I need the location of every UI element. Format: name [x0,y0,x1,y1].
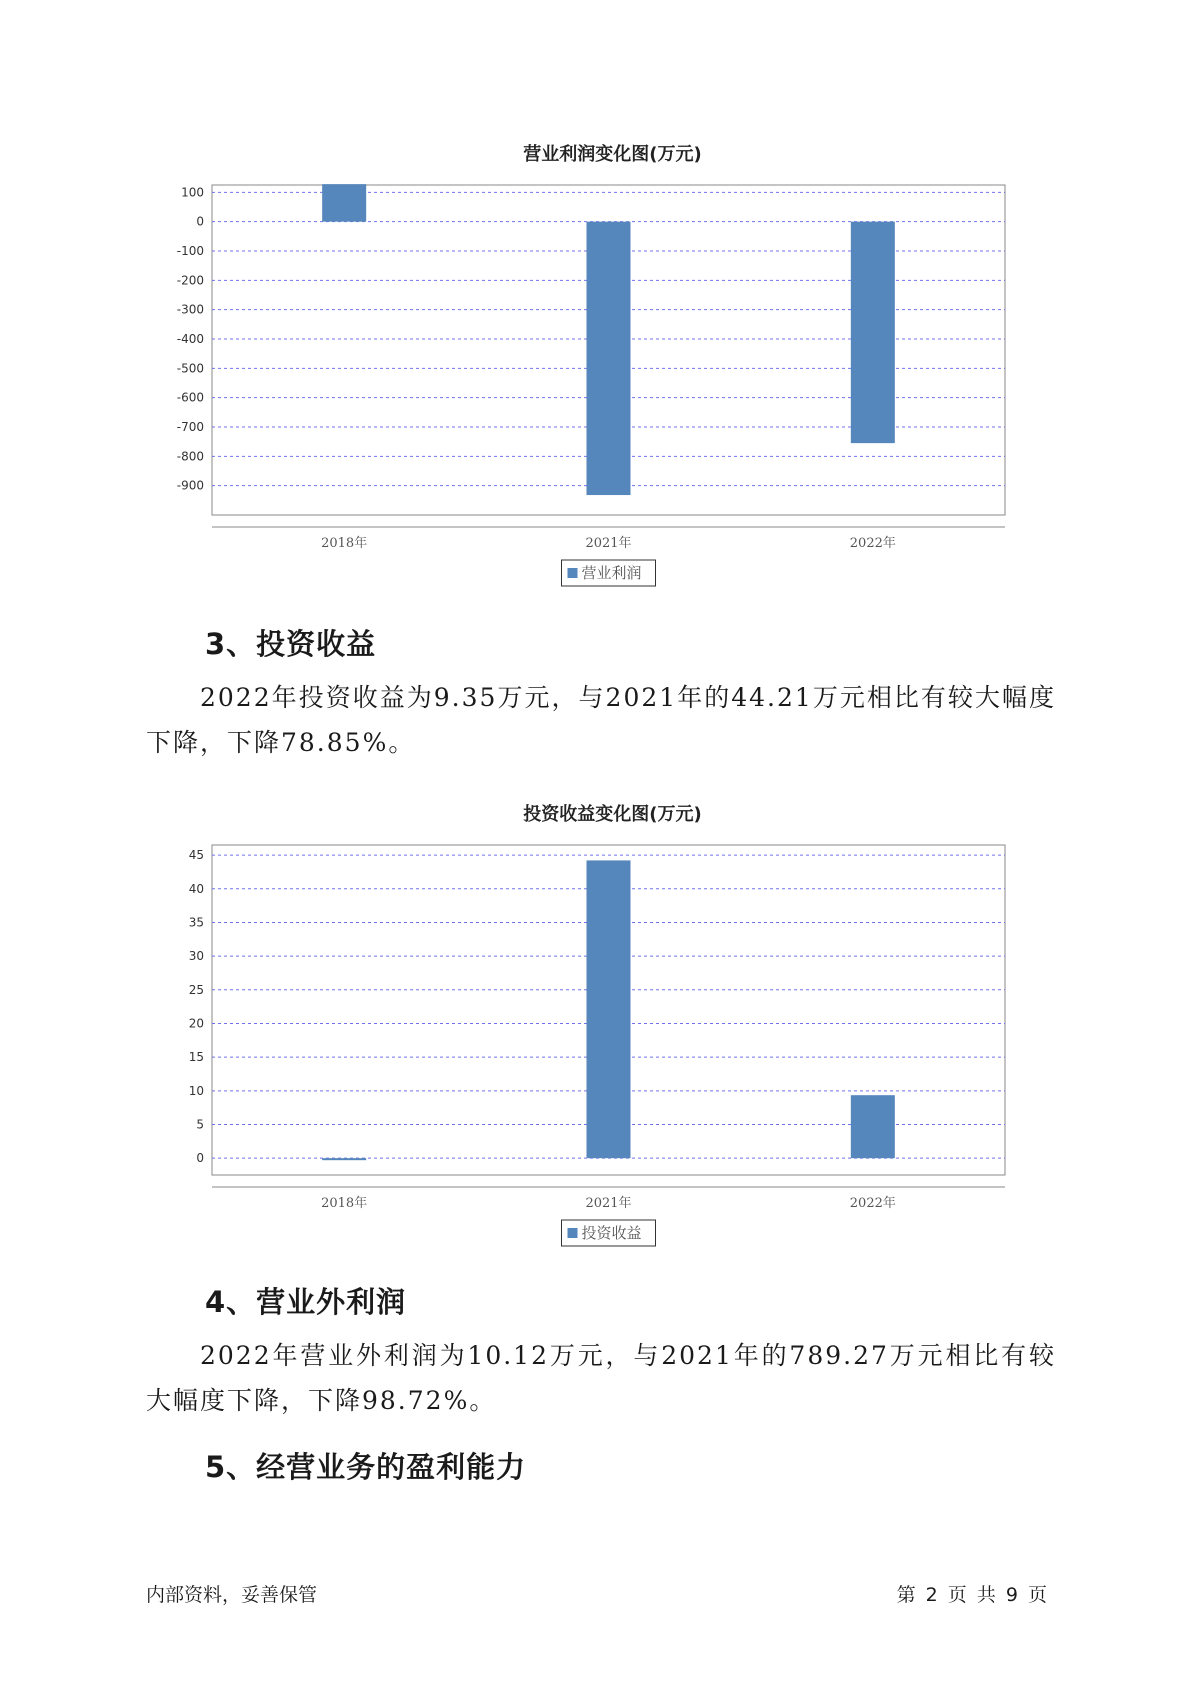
footer-confidential-note: 内部资料，妥善保管 [146,1584,318,1606]
y-tick-label: 0 [196,214,204,229]
y-tick-label: 100 [181,185,204,200]
section-4-heading: 4、营业外利润 [205,1285,407,1319]
section-3-heading: 3、投资收益 [205,627,377,661]
legend-label: 营业利润 [581,564,642,582]
section-3-paragraph: 2022年投资收益为9.35万元，与2021年的44.21万元相比有较大幅度下降，下降78.85%。 [146,683,1056,757]
x-tick-label: 2022年 [849,1196,896,1211]
chart-title: 投资收益变化图(万元) [523,804,702,825]
y-tick-label: -800 [176,449,204,464]
bar [851,1095,895,1158]
investment-income-chart [0,790,1191,1260]
x-tick-label: 2022年 [849,536,896,551]
y-tick-label: -500 [176,361,204,376]
chart-svg [0,130,1191,600]
y-tick-label: 15 [188,1050,204,1065]
chart-svg [0,790,1191,1260]
chart-title: 营业利润变化图(万元) [523,144,702,165]
y-tick-label: -300 [176,302,204,317]
bar [322,184,366,222]
bar [587,222,631,495]
bar [322,1158,366,1160]
y-tick-label: 20 [188,1016,204,1031]
y-tick-label: 25 [188,982,204,997]
x-tick-label: 2021年 [585,536,632,551]
y-tick-label: -700 [176,420,204,434]
section-4-paragraph: 2022年营业外利润为10.12万元，与2021年的789.27万元相比有较大幅度下降，下降98.72%。 [146,1341,1056,1415]
y-tick-label: -200 [176,273,204,288]
operating-profit-chart [0,130,1191,600]
y-tick-label: 45 [188,848,204,863]
y-tick-label: -100 [176,244,204,258]
footer-page-number: 第 2 页 共 9 页 [896,1584,1049,1606]
y-tick-label: 0 [196,1151,204,1166]
x-tick-label: 2018年 [321,536,368,551]
y-tick-label: -400 [176,332,204,346]
legend-swatch [568,568,578,578]
legend-label: 投资收益 [581,1224,642,1242]
x-tick-label: 2021年 [585,1196,632,1211]
bar [587,860,631,1158]
y-tick-label: -600 [176,390,204,405]
y-tick-label: 30 [188,949,204,964]
section-5-heading: 5、经营业务的盈利能力 [205,1450,527,1484]
y-tick-label: 35 [188,915,204,930]
x-tick-label: 2018年 [321,1196,368,1211]
y-tick-label: 5 [196,1117,204,1132]
bar [851,222,895,443]
y-tick-label: 10 [188,1083,204,1098]
legend-swatch [568,1228,578,1238]
y-tick-label: 40 [188,881,204,896]
y-tick-label: -900 [176,478,204,493]
